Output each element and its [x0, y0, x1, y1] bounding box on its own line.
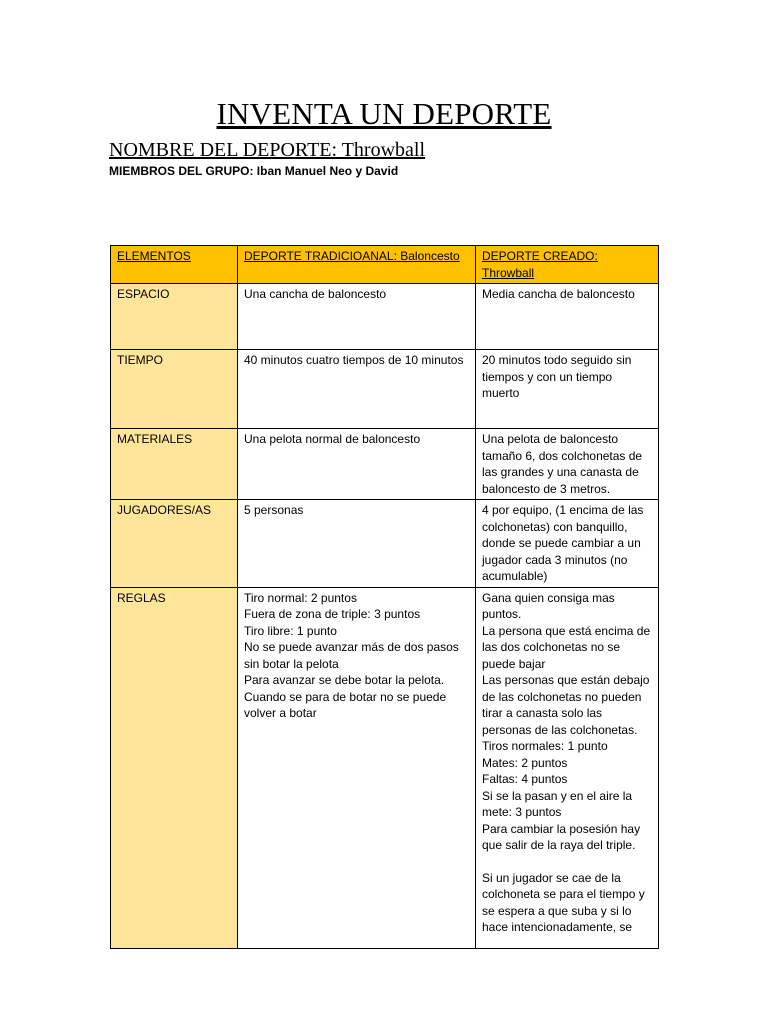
sport-name-heading: NOMBRE DEL DEPORTE: Throwball [109, 139, 426, 161]
traditional-cell: 5 personas [238, 500, 476, 588]
header-created: DEPORTE CREADO: Throwball [476, 246, 659, 284]
created-cell: Una pelota de baloncesto tamaño 6, dos colchonetas de las grandes y una canasta de baloncesto de 3 metros. [476, 429, 659, 500]
rule-line: Tiro libre: 1 punto [244, 623, 337, 638]
row-label: TIEMPO [111, 350, 238, 429]
header-traditional: DEPORTE TRADICIOANAL: Baloncesto [238, 246, 476, 284]
created-rules-cell [476, 587, 659, 948]
rule-line: La persona que está encima de las dos colchonetas no se puede bajar [482, 623, 654, 671]
page-title: INVENTA UN DEPORTE [216, 96, 552, 131]
row-label: JUGADORES/AS [111, 500, 238, 588]
table-header-row [111, 246, 659, 284]
rule-line: Las personas que están debajo de las colchonetas no pueden tirar a canasta solo las personas de las colchonetas. [482, 673, 653, 737]
created-cell: 20 minutos todo seguido sin tiempos y con un tiempo muerto [476, 350, 659, 429]
rule-line: Mates: 2 puntos [482, 755, 568, 770]
rule-line: Para cambiar la posesión hay que salir de la raya del triple. [482, 821, 644, 852]
rule-line: Tiro normal: 2 puntos [244, 590, 357, 605]
rule-line: Faltas: 4 puntos [482, 772, 568, 786]
rule-line: No se puede avanzar más de dos pasos sin botar la pelota [244, 640, 463, 671]
created-cell: 4 por equipo, (1 encima de las colchonetas) con banquillo, donde se puede cambiar a un jugador cada 3 minutos (no acumulable) [476, 500, 659, 588]
row-label: MATERIALES [111, 429, 238, 500]
rule-line: Tiros normales: 1 punto [482, 739, 608, 753]
row-label: ESPACIO [111, 284, 238, 350]
header-elementos: ELEMENTOS [111, 246, 238, 284]
traditional-cell: 40 minutos cuatro tiempos de 10 minutos [238, 350, 476, 429]
rule-line: Si se la pasan y en el aire la mete: 3 puntos [482, 788, 636, 819]
table-row [111, 350, 659, 429]
rule-line: Fuera de zona de triple: 3 puntos [244, 607, 421, 621]
group-members: MIEMBROS DEL GRUPO: Iban Manuel Neo y David [109, 164, 399, 178]
table-row [111, 284, 659, 350]
rule-line: Cuando se para de botar no se puede volver a botar [244, 689, 450, 720]
row-label: REGLAS [111, 587, 238, 948]
rule-line: Gana quien consiga mas puntos. [482, 590, 619, 621]
table-row [111, 587, 659, 948]
created-cell: Media cancha de baloncesto [476, 284, 659, 350]
traditional-rules-cell [238, 587, 476, 948]
traditional-cell: Una pelota normal de baloncesto [238, 429, 476, 500]
comparison-table [110, 245, 659, 949]
rule-line: Si un jugador se cae de la colchoneta se para el tiempo y se espera a que suba y si lo hace intencionadamente, se [482, 870, 649, 934]
rule-line: Para avanzar se debe botar la pelota. [244, 673, 445, 687]
blank-line [482, 854, 652, 870]
table-row [111, 429, 659, 500]
traditional-cell: Una cancha de baloncesto [238, 284, 476, 350]
table-row [111, 500, 659, 588]
